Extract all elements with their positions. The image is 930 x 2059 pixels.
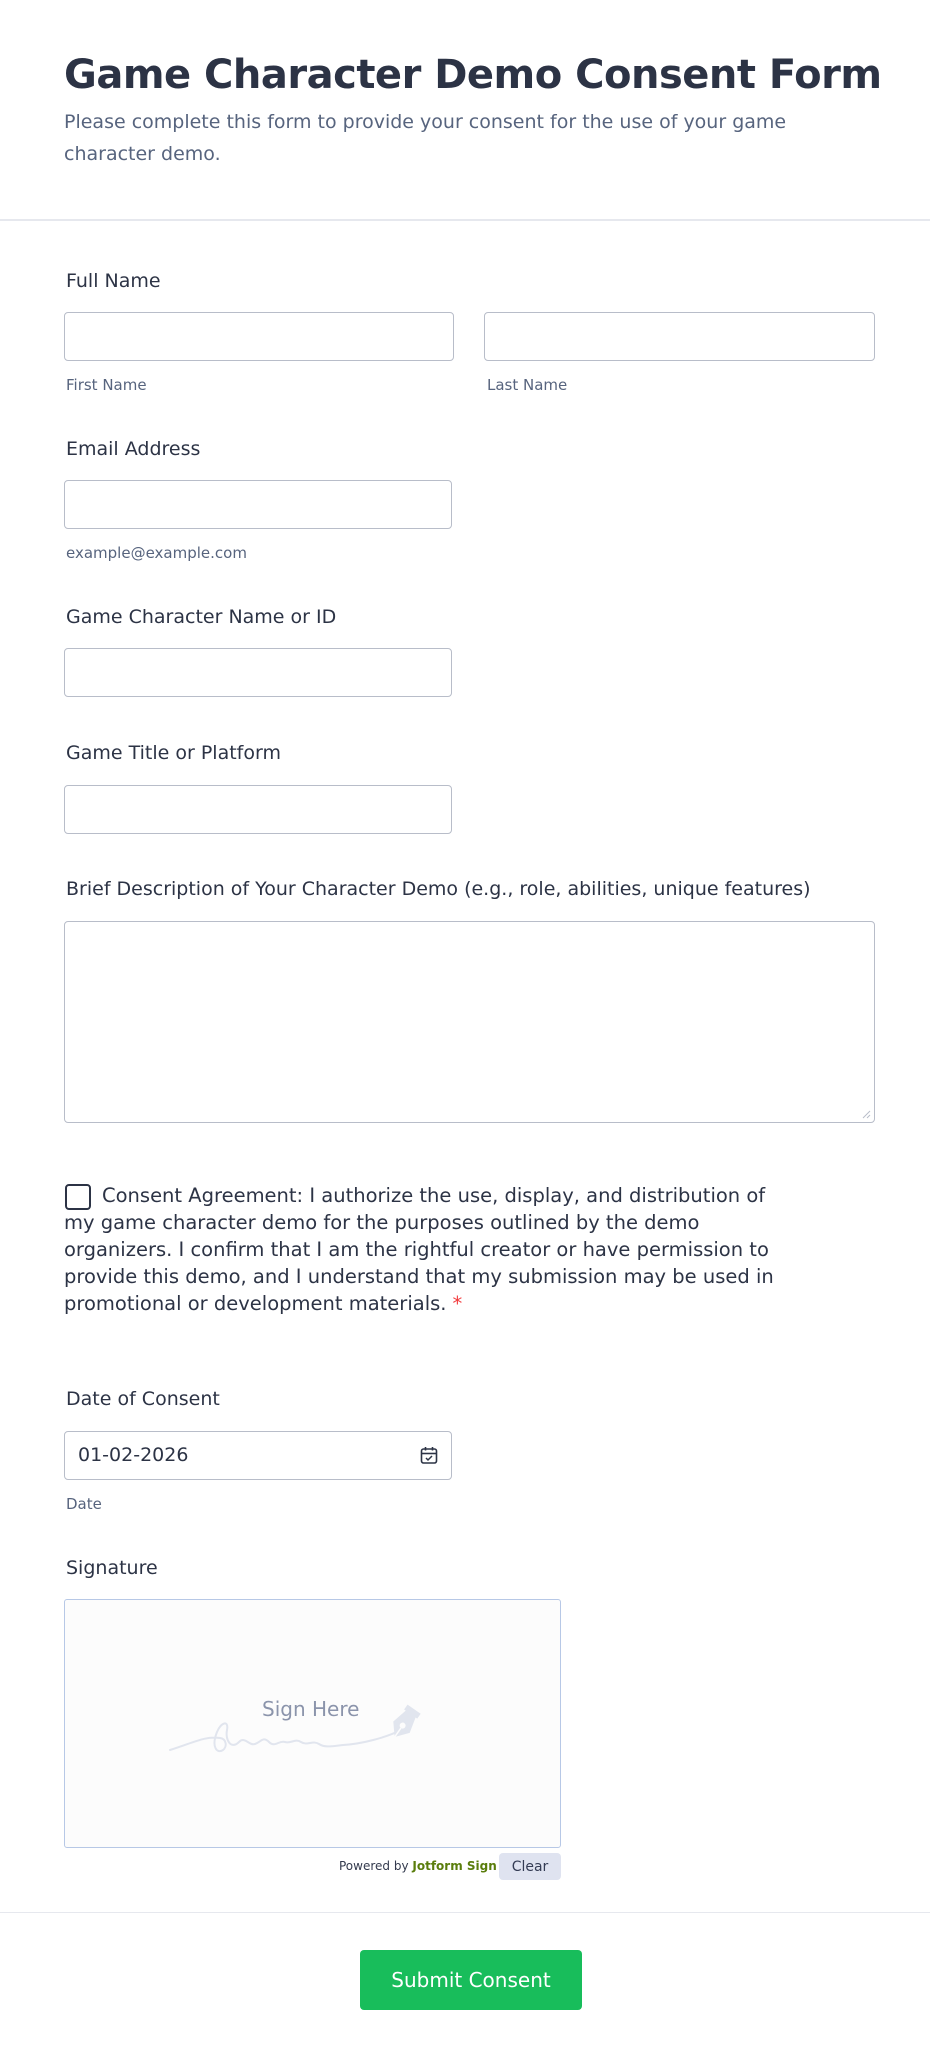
calendar-icon[interactable] [420, 1446, 438, 1465]
date-sublabel: Date [66, 1495, 102, 1513]
email-sublabel: example@example.com [66, 544, 247, 562]
character-name-label: Game Character Name or ID [66, 606, 337, 628]
powered-by-label: Powered by [339, 1859, 409, 1873]
clear-signature-button[interactable]: Clear [499, 1853, 561, 1880]
date-input[interactable] [64, 1431, 452, 1480]
consent-agreement-text: Consent Agreement: I authorize the use, display, and distribution of my game character demo for the purposes outlined by the demo organizers. I confirm that I am the rightful creator or have permission to provide this demo, and I understand that my submission may be used in promotional or development materials. [64, 1184, 774, 1315]
last-name-sublabel: Last Name [487, 376, 568, 394]
last-name-input[interactable] [484, 312, 875, 361]
game-title-label: Game Title or Platform [66, 742, 281, 764]
submit-button[interactable]: Submit Consent [360, 1950, 582, 2010]
form-title: Game Character Demo Consent Form [64, 52, 882, 98]
required-asterisk: * [452, 1292, 463, 1315]
email-label: Email Address [66, 438, 201, 460]
game-title-input[interactable] [64, 785, 452, 834]
full-name-label: Full Name [66, 270, 161, 292]
description-textarea[interactable] [64, 921, 875, 1123]
form-header [0, 0, 930, 221]
pen-nib-icon [386, 1703, 422, 1742]
jotform-sign-brand[interactable]: Jotform Sign [412, 1859, 497, 1873]
date-value: 01-02-2026 [78, 1444, 189, 1466]
email-input[interactable] [64, 480, 452, 529]
description-label: Brief Description of Your Character Demo (e.g., role, abilities, unique features) [66, 878, 811, 900]
signature-label: Signature [66, 1557, 158, 1579]
first-name-sublabel: First Name [66, 376, 147, 394]
form-subtitle: Please complete this form to provide your consent for the use of your game character demo. [64, 111, 787, 165]
resize-handle-icon[interactable] [861, 1109, 871, 1119]
consent-text [64, 1182, 784, 1317]
signature-pad[interactable] [64, 1599, 561, 1848]
powered-by-text [339, 1859, 497, 1873]
signature-placeholder: Sign Here [262, 1697, 360, 1721]
character-name-input[interactable] [64, 648, 452, 697]
date-label: Date of Consent [66, 1388, 220, 1410]
first-name-input[interactable] [64, 312, 454, 361]
